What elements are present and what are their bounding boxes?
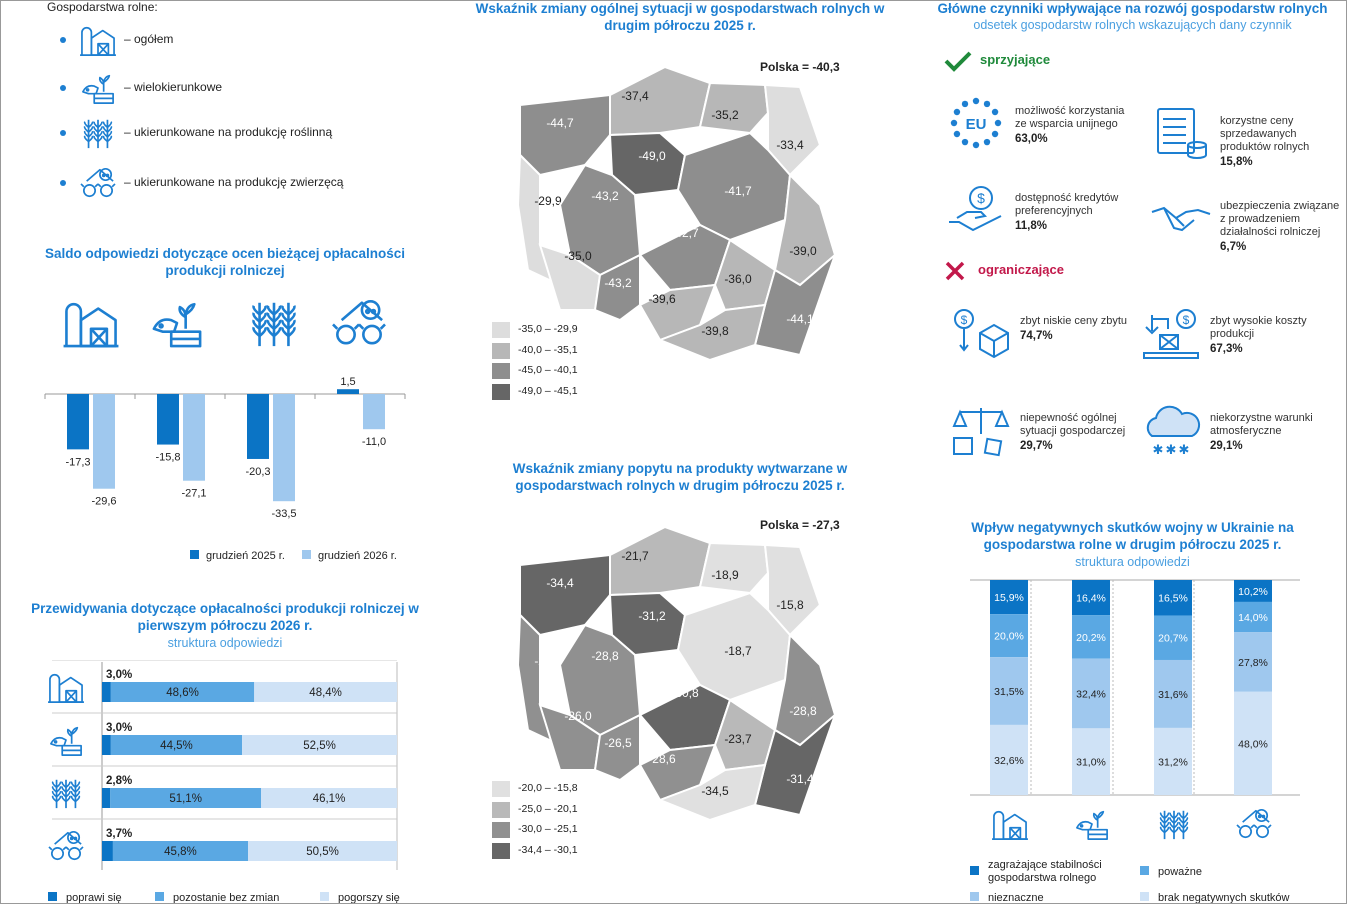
war-chart-subtitle: struktura odpowiedzi bbox=[1075, 555, 1190, 569]
segment-value-label: 32,4% bbox=[1076, 688, 1106, 701]
vertical-stacked-chart bbox=[960, 570, 1320, 904]
map-legend-label: -25,0 – -20,1 bbox=[518, 802, 578, 815]
factors-subtitle: odsetek gospodarstw rolnych wskazujących dany czynnik bbox=[973, 18, 1292, 32]
map-region bbox=[520, 95, 610, 175]
multi-farm-icon bbox=[148, 297, 206, 349]
legend-label: brak negatywnych skutków bbox=[1158, 892, 1290, 904]
legend-swatch bbox=[1140, 892, 1149, 901]
wheat-icon bbox=[1161, 811, 1188, 839]
factor-description: korzystne ceny sprzedawanych produktów rolnych bbox=[1220, 115, 1310, 153]
factor-description: niepewność ogólnej sytuacji gospodarczej bbox=[1020, 412, 1126, 437]
bar bbox=[337, 389, 359, 394]
legend-label: pozostanie bez zmian bbox=[173, 892, 280, 904]
checkmark-icon bbox=[944, 50, 972, 72]
legend-swatch bbox=[970, 892, 979, 901]
bar bbox=[93, 394, 115, 489]
region-value-label: -35,0 bbox=[564, 249, 592, 263]
stack-chart-subtitle: struktura odpowiedzi bbox=[167, 636, 283, 650]
region-value-label: -34,5 bbox=[701, 784, 729, 798]
segment-value-label: 52,5% bbox=[303, 740, 336, 752]
segment-value-label: 48,4% bbox=[309, 687, 342, 699]
segment-value-label: 31,2% bbox=[1158, 756, 1188, 769]
svg-text:✱: ✱ bbox=[1152, 442, 1164, 457]
factor-value: 29,1% bbox=[1210, 440, 1243, 452]
factor-description: możliwość korzystania ze wsparcia unijnego bbox=[1015, 105, 1125, 130]
type-legend-label: – ukierunkowane na produkcję roślinną bbox=[124, 125, 333, 139]
region-value-label: -33,4 bbox=[776, 138, 804, 152]
region-value-label: -18,9 bbox=[711, 568, 739, 582]
map-legend-swatch bbox=[492, 781, 510, 797]
map-legend-label: -30,0 – -25,1 bbox=[518, 823, 578, 835]
legend-swatch bbox=[1140, 866, 1149, 875]
region-value-label: -39,6 bbox=[648, 292, 676, 306]
segment-value-label: 50,5% bbox=[306, 846, 339, 858]
region-value-label: -35,2 bbox=[711, 108, 739, 122]
bullet-dot bbox=[60, 85, 66, 91]
stack-chart-title: Przewidywania dotyczące opłacalności produkcji rolniczej w pierwszym półroczu 2026 r. bbox=[31, 601, 419, 633]
legend-label: grudzień 2026 r. bbox=[318, 550, 397, 562]
factor-description: zbyt niskie ceny zbytu bbox=[1020, 315, 1127, 327]
positive-factors-label: sprzyjające bbox=[980, 52, 1051, 67]
map-legend-swatch bbox=[492, 384, 510, 400]
factor-description: dostępność kredytów preferencyjnych bbox=[1015, 192, 1119, 217]
map1-title: Wskaźnik zmiany ogólnej sytuacji w gospodarstwach rolnych w drugim półroczu 2025 r. bbox=[475, 1, 885, 33]
stack-segment bbox=[102, 682, 111, 702]
legend-label: zagrażające stabilności bbox=[988, 859, 1102, 871]
map-legend-swatch bbox=[492, 363, 510, 379]
segment-value-label: 31,6% bbox=[1158, 688, 1188, 701]
bar-value-label: -27,1 bbox=[181, 487, 207, 500]
bar-value-label: -29,6 bbox=[91, 495, 117, 508]
factors-title: Główne czynniki wpływające na rozwój gospodarstw rolnych bbox=[937, 1, 1328, 16]
factor-value: 29,7% bbox=[1020, 440, 1053, 452]
bar-chart bbox=[30, 370, 420, 570]
map1-country-value: Polska = -40,3 bbox=[760, 60, 840, 74]
bar-value-label: 1,5 bbox=[340, 376, 356, 389]
negative-factors-label: ograniczające bbox=[978, 262, 1064, 277]
segment-value-label: 46,1% bbox=[312, 793, 346, 805]
barn-icon bbox=[992, 812, 1028, 839]
region-value-label: -37,4 bbox=[621, 89, 649, 103]
eu-icon bbox=[945, 95, 1007, 151]
legend-swatch bbox=[190, 550, 199, 559]
scales-icon bbox=[950, 402, 1012, 458]
bar-value-label: -11,0 bbox=[361, 436, 387, 449]
bar-value-label: -15,8 bbox=[155, 451, 181, 464]
svg-text:$: $ bbox=[1182, 313, 1190, 327]
bar-value-label: -20,3 bbox=[245, 465, 271, 478]
factor-value: 11,8% bbox=[1015, 220, 1047, 232]
stack-segment bbox=[102, 735, 111, 755]
legend-label: poważne bbox=[1158, 866, 1203, 878]
high-cost-icon bbox=[1140, 305, 1202, 361]
segment-value-label: 15,9% bbox=[994, 592, 1024, 605]
bar-chart-title: Saldo odpowiedzi dotyczące ocen bieżącej opłacalności produkcji rolniczej bbox=[44, 246, 406, 278]
legend-label: pogorszy się bbox=[338, 892, 400, 904]
map-legend-swatch bbox=[492, 822, 510, 838]
segment-value-label: 31,0% bbox=[1076, 756, 1106, 769]
legend-swatch bbox=[302, 550, 311, 559]
map2-country-value: Polska = -27,3 bbox=[760, 518, 840, 532]
bar bbox=[273, 394, 295, 501]
map-legend-swatch bbox=[492, 843, 510, 859]
animals-icon bbox=[1237, 810, 1271, 837]
factor-description: niekorzystne warunki atmosferyczne bbox=[1210, 412, 1313, 437]
svg-text:$: $ bbox=[977, 190, 985, 206]
region-value-label: -34,4 bbox=[546, 576, 574, 590]
region-value-label: -26,0 bbox=[564, 709, 592, 723]
multi-farm-icon bbox=[51, 728, 81, 755]
type-legend-label: – wielokierunkowe bbox=[124, 80, 223, 94]
region-value-label: -29,9 bbox=[534, 194, 562, 208]
legend-label: nieznaczne bbox=[988, 892, 1044, 904]
segment-value-label: 20,0% bbox=[994, 630, 1024, 643]
map-legend-swatch bbox=[492, 322, 510, 338]
legend-swatch bbox=[155, 892, 164, 901]
factor-value: 6,7% bbox=[1220, 241, 1247, 253]
region-value-label: -18,7 bbox=[724, 644, 752, 658]
wheat-icon bbox=[245, 297, 303, 349]
bullet-dot bbox=[60, 130, 66, 136]
barn-icon bbox=[62, 297, 120, 349]
segment-value-label: 16,4% bbox=[1076, 592, 1106, 605]
region-value-label: -42,7 bbox=[671, 226, 699, 240]
bar bbox=[183, 394, 205, 481]
map-legend-label: -35,0 – -29,9 bbox=[518, 323, 578, 335]
factor-value: 67,3% bbox=[1210, 343, 1243, 355]
segment-value-label: 45,8% bbox=[164, 846, 197, 858]
segment-value-label: 3,0% bbox=[106, 722, 133, 734]
region-value-label: -28,8 bbox=[591, 649, 619, 663]
region-value-label: -39,8 bbox=[701, 324, 729, 338]
region-value-label: -23,7 bbox=[724, 732, 752, 746]
segment-value-label: 48,0% bbox=[1238, 738, 1268, 751]
legend-label: gospodarstwa rolnego bbox=[988, 872, 1097, 884]
region-value-label: -30,8 bbox=[671, 686, 699, 700]
region-value-label: -15,8 bbox=[776, 598, 804, 612]
svg-text:$: $ bbox=[960, 313, 968, 327]
region-value-label: -28,6 bbox=[648, 752, 676, 766]
region-value-label: -26,5 bbox=[604, 736, 632, 750]
map-legend-label: -20,0 – -15,8 bbox=[518, 782, 578, 794]
bar-value-label: -33,5 bbox=[271, 508, 297, 521]
multi-farm-icon bbox=[78, 71, 118, 105]
region-value-label: -39,0 bbox=[789, 244, 817, 258]
region-value-label: -44,1 bbox=[786, 312, 814, 326]
legend-swatch bbox=[48, 892, 57, 901]
region-value-label: -21,7 bbox=[621, 549, 649, 563]
segment-value-label: 10,2% bbox=[1238, 585, 1268, 598]
region-value-label: -44,7 bbox=[546, 116, 574, 130]
region-value-label: -43,2 bbox=[604, 276, 632, 290]
region-value-label: -28,4 bbox=[534, 654, 562, 668]
factor-description: ubezpieczenia związane z prowadzeniem działalności rolniczej bbox=[1220, 200, 1340, 238]
segment-value-label: 31,5% bbox=[994, 686, 1024, 699]
animals-icon bbox=[330, 297, 388, 349]
svg-text:EU: EU bbox=[965, 116, 987, 133]
map-legend-label: -49,0 – -45,1 bbox=[518, 384, 578, 397]
legend-label: grudzień 2025 r. bbox=[206, 550, 285, 562]
factor-value: 63,0% bbox=[1015, 133, 1048, 145]
factor-description: zbyt wysokie koszty produkcji bbox=[1210, 315, 1307, 340]
segment-value-label: 3,7% bbox=[106, 828, 133, 840]
region-value-label: -31,4 bbox=[786, 772, 814, 786]
wheat-icon bbox=[78, 116, 118, 150]
svg-text:✱: ✱ bbox=[1165, 442, 1177, 457]
weather-icon bbox=[1140, 402, 1202, 458]
bar bbox=[247, 394, 269, 459]
factor-value: 74,7% bbox=[1020, 330, 1053, 342]
segment-value-label: 51,1% bbox=[169, 793, 202, 805]
map2-title: Wskaźnik zmiany popytu na produkty wytwarzane w gospodarstwach rolnych w drugim półroczu 2025 r. bbox=[512, 461, 848, 493]
segment-value-label: 48,6% bbox=[166, 687, 199, 699]
bullet-dot bbox=[60, 180, 66, 186]
map-region bbox=[520, 555, 610, 635]
region-value-label: -49,0 bbox=[638, 149, 666, 163]
map-legend-swatch bbox=[492, 343, 510, 359]
segment-value-label: 44,5% bbox=[160, 740, 193, 752]
segment-value-label: 20,7% bbox=[1158, 632, 1188, 645]
legend-label: poprawi się bbox=[66, 892, 122, 904]
type-legend-label: – ogółem bbox=[124, 32, 174, 46]
map-legend-label: -34,4 – -30,1 bbox=[518, 843, 578, 856]
low-price-icon bbox=[950, 305, 1012, 361]
region-value-label: -28,8 bbox=[789, 704, 817, 718]
map-legend-label: -45,0 – -40,1 bbox=[518, 364, 578, 376]
bar bbox=[157, 394, 179, 445]
svg-text:✱: ✱ bbox=[1178, 442, 1190, 457]
bullet-dot bbox=[60, 37, 66, 43]
segment-value-label: 32,6% bbox=[994, 754, 1024, 767]
region-value-label: -43,2 bbox=[591, 189, 619, 203]
region-value-label: -41,7 bbox=[724, 184, 752, 198]
segment-value-label: 14,0% bbox=[1238, 611, 1268, 624]
stack-segment bbox=[102, 841, 113, 861]
horizontal-stacked-chart bbox=[40, 660, 440, 904]
segment-value-label: 20,2% bbox=[1076, 631, 1106, 644]
cross-icon bbox=[944, 260, 966, 282]
legend-swatch bbox=[320, 892, 329, 901]
region-value-label: -36,0 bbox=[724, 272, 752, 286]
segment-value-label: 3,0% bbox=[106, 669, 133, 681]
legend-swatch bbox=[970, 866, 979, 875]
price-list-icon bbox=[1150, 105, 1212, 161]
animals-icon bbox=[78, 166, 118, 200]
bar-value-label: -17,3 bbox=[65, 456, 91, 469]
barn-icon bbox=[48, 675, 84, 702]
bar bbox=[67, 394, 89, 449]
types-legend-title: Gospodarstwa rolne: bbox=[47, 0, 158, 14]
map-legend-label: -40,0 – -35,1 bbox=[518, 343, 578, 356]
credit-icon bbox=[945, 182, 1007, 238]
handshake-icon bbox=[1150, 190, 1212, 246]
map-legend-swatch bbox=[492, 802, 510, 818]
segment-value-label: 2,8% bbox=[106, 775, 133, 787]
multi-farm-icon bbox=[1077, 812, 1107, 839]
barn-icon bbox=[78, 23, 118, 57]
type-legend-label: – ukierunkowane na produkcję zwierzęcą bbox=[124, 175, 344, 189]
segment-value-label: 27,8% bbox=[1238, 656, 1268, 669]
stack-segment bbox=[102, 788, 110, 808]
war-chart-title: Wpływ negatywnych skutków wojny w Ukrainie na gospodarstwa rolne w drugim półroczu 2025 r. bbox=[971, 520, 1294, 552]
region-value-label: -31,2 bbox=[638, 609, 666, 623]
animals-icon bbox=[49, 832, 83, 859]
factor-value: 15,8% bbox=[1220, 156, 1253, 168]
segment-value-label: 16,5% bbox=[1158, 592, 1188, 605]
wheat-icon bbox=[53, 780, 80, 808]
bar bbox=[363, 394, 385, 429]
